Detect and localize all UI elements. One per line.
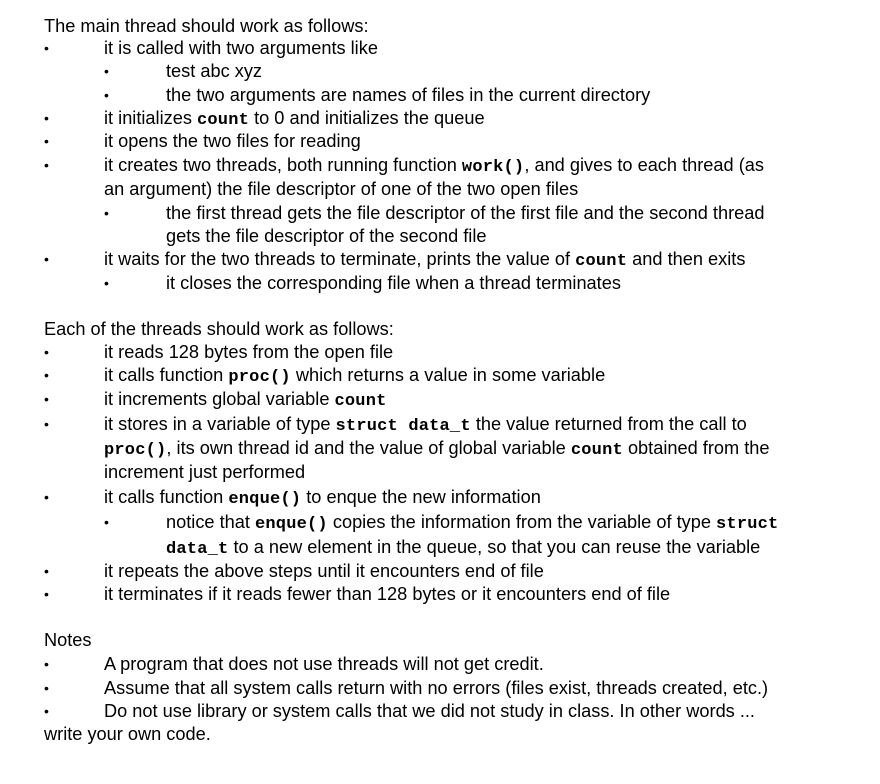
bullet: • xyxy=(44,489,49,505)
list-item xyxy=(104,154,764,176)
list-item-continuation: write your own code. xyxy=(44,724,211,744)
bullet: • xyxy=(44,157,49,173)
list-item xyxy=(166,511,778,533)
list-item xyxy=(104,486,541,508)
list-item xyxy=(104,107,485,129)
code-proc: proc() xyxy=(104,441,167,460)
code-struct-data-t: struct data_t xyxy=(335,417,471,436)
bullet: • xyxy=(44,703,49,719)
list-item: it reads 128 bytes from the open file xyxy=(104,342,394,362)
bullet: • xyxy=(104,275,109,291)
bullet: • xyxy=(44,367,49,383)
bullet: • xyxy=(44,586,49,602)
text-fragment: , its own thread id and the value of global variable xyxy=(166,438,566,458)
text-fragment: it stores in a variable of type xyxy=(104,414,331,434)
text-fragment: it initializes xyxy=(104,108,192,128)
list-item: A program that does not use threads will not get credit. xyxy=(104,654,544,674)
code-count: count xyxy=(197,111,250,130)
bullet: • xyxy=(44,133,49,149)
section-heading-threads: Each of the threads should work as follows: xyxy=(44,319,394,339)
bullet: • xyxy=(44,391,49,407)
text-fragment: notice that xyxy=(166,512,250,532)
bullet: • xyxy=(44,680,49,696)
bullet: • xyxy=(44,416,49,432)
list-item: it terminates if it reads fewer than 128 bytes or it encounters end of file xyxy=(104,584,671,604)
code-work: work() xyxy=(461,158,525,177)
text-fragment: it calls function xyxy=(104,487,224,507)
list-item: Do not use library or system calls that we did not study in class. In other words ... xyxy=(104,701,755,721)
list-item: it repeats the above steps until it encounters end of file xyxy=(104,561,544,581)
list-item: it opens the two files for reading xyxy=(104,131,361,151)
list-item: the two arguments are names of files in the current directory xyxy=(166,85,651,105)
bullet: • xyxy=(44,563,49,579)
list-item xyxy=(104,413,747,435)
section-heading-notes: Notes xyxy=(44,630,92,650)
code-proc: proc() xyxy=(228,368,291,387)
bullet: • xyxy=(104,63,109,79)
text-fragment: it increments global variable xyxy=(104,389,330,409)
text-fragment: copies the information from the variable of type xyxy=(332,512,711,532)
bullet: • xyxy=(104,205,109,221)
bullet: • xyxy=(44,251,49,267)
list-item: test abc xyz xyxy=(166,61,263,81)
bullet: • xyxy=(44,110,49,126)
list-item xyxy=(104,364,605,386)
text-fragment: it calls function xyxy=(104,365,224,385)
bullet: • xyxy=(104,514,109,530)
bullet: • xyxy=(44,344,49,360)
text-fragment: to a new element in the queue, so that you can reuse the variable xyxy=(233,537,761,557)
list-item-continuation xyxy=(166,536,760,558)
code-enque: enque() xyxy=(254,515,328,534)
code-count: count xyxy=(334,392,387,411)
code-count: count xyxy=(570,441,623,460)
list-item-continuation: gets the file descriptor of the second file xyxy=(166,226,487,246)
section-heading-main-thread: The main thread should work as follows: xyxy=(44,16,369,36)
text-fragment: and then exits xyxy=(632,249,746,269)
list-item xyxy=(104,248,745,270)
text-fragment: the value returned from the call to xyxy=(475,414,747,434)
text-fragment: it creates two threads, both running function xyxy=(104,155,457,175)
list-item: it closes the corresponding file when a thread terminates xyxy=(166,273,621,293)
list-item-continuation: increment just performed xyxy=(104,462,306,482)
code-count: count xyxy=(575,252,628,271)
list-item xyxy=(104,388,387,410)
code-struct: struct xyxy=(716,515,779,534)
code-enque: enque() xyxy=(228,490,302,509)
text-fragment: to enque the new information xyxy=(306,487,541,507)
bullet: • xyxy=(44,656,49,672)
list-item: Assume that all system calls return with no errors (files exist, threads created, etc.) xyxy=(104,678,769,698)
list-item: it is called with two arguments like xyxy=(104,38,378,58)
list-item: the first thread gets the file descriptor of the first file and the second thread xyxy=(166,203,765,223)
list-item-continuation xyxy=(104,437,770,459)
text-fragment: which returns a value in some variable xyxy=(295,365,606,385)
text-fragment: obtained from the xyxy=(627,438,770,458)
bullet: • xyxy=(104,87,109,103)
bullet: • xyxy=(44,40,49,56)
text-fragment: it waits for the two threads to terminate, prints the value of xyxy=(104,249,571,269)
code-data-t: data_t xyxy=(166,540,229,559)
text-fragment: to 0 and initializes the queue xyxy=(254,108,485,128)
list-item-continuation: an argument) the file descriptor of one of the two open files xyxy=(104,179,579,199)
text-fragment: , and gives to each thread (as xyxy=(524,155,764,175)
